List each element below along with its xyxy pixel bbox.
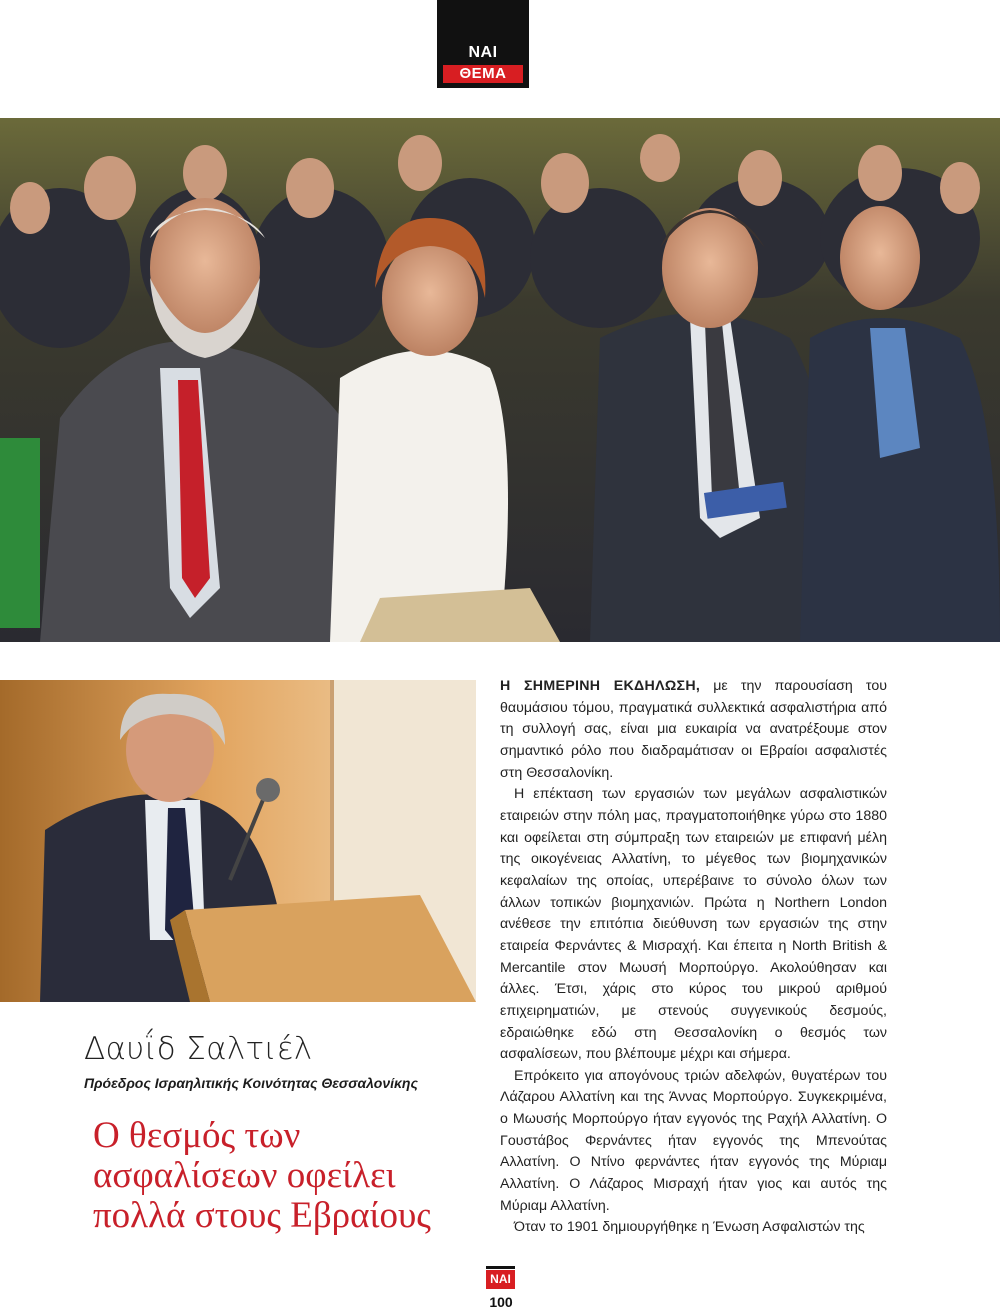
article-paragraph: Όταν το 1901 δημιουργήθηκε η Ένωση Ασφαλιστών της	[514, 1219, 865, 1236]
article-paragraph	[500, 676, 887, 784]
headline-line: Ο θεσμός των	[93, 1115, 301, 1156]
speaker-name: Δαυΐδ Σαλτιέλ	[84, 1031, 313, 1067]
article-paragraph: Επρόκειτο για απογόνους τριών αδελφών, θυγατέρων του Λάζαρου Αλλατίνη και της Άννας Μορπούργο. Συγκεκριμένα, ο Μωυσής Μορπούργο ήταν εγγονός της Ραχήλ Αλλατίνη. Ο Γουστάβος Φερνάντες ήταν εγγονός της Μπενούτας Αλλατίνη. Ο Ντίνο φερνάντες ήταν εγγονός της Μύριαμ Αλλατίνη. Ο Λάζαρος Μισραχή ήταν γιος και αυτός της Μύριαμ Αλλατίνη.	[500, 1067, 887, 1214]
footer-logo: ΝΑΙ	[486, 1270, 515, 1289]
lead-in: Η ΣΗΜΕΡΙΝΗ ΕΚΔΗΛΩΣΗ,	[500, 678, 701, 694]
article-body	[500, 676, 887, 1239]
page-number: 100	[489, 1294, 513, 1310]
section-tag-label: ΘΕΜΑ	[443, 65, 523, 83]
headline-line: πολλά στους Εβραίους	[93, 1195, 431, 1236]
headline	[93, 1116, 473, 1236]
section-tag	[437, 0, 529, 88]
article-paragraph: Η επέκταση των εργασιών των μεγάλων ασφαλιστικών εταιρειών στην πόλη μας, πραγματοποιήθηκε γύρω στο 1880 και οφείλεται στη σύμπραξη των εταιρειών με επιφανή μέλη της οικογένειας Αλλατίνη, το μέγεθος των βιομηχανικών κεφαλαίων της οποίας, υπερέβαινε το σύνολο όλων των άλλων τοπικών βιομηχανιών. Πρώτα η Northern London ανέθεσε την επιτόπια διεύθυνση των εργασιών της στην εταιρεία Φερνάντες & Μισραχή. Και έπειτα η North British & Mercantile στον Μωυσή Μορπούργο. Ακολούθησαν και άλλες. Έτσι, χάρις στο κύρος του μικρού αριθμού επιχειρηματιών, με στενούς συγγενικούς δεσμούς, εδραιώθηκε εδώ στη Θεσσαλονίκη ο θεσμός των ασφαλίσεων, που βλέπουμε μέχρι και σήμερα.	[500, 786, 887, 1063]
paragraph-text: με την παρουσίαση του θαυμάσιου τόμου, πραγματικά συλλεκτικά ασφαλιστήρια από τη συλλογή σας, είναι μια ευκαιρία να ανατρέξουμε στον σημαντικό ρόλο που διαδραμάτισαν οι Εβραίοι ασφαλιστές στη Θεσσαλονίκη.	[500, 678, 887, 781]
speaker-role: Πρόεδρος Ισραηλιτικής Κοινότητας Θεσσαλονίκης	[84, 1075, 418, 1091]
speaker-photo	[0, 680, 476, 1002]
footer-logo-bar	[486, 1266, 515, 1269]
headline-line: ασφαλίσεων οφείλει	[93, 1155, 396, 1196]
audience-photo	[0, 118, 1000, 642]
section-tag-brand: ΝΑΙ	[468, 44, 498, 61]
